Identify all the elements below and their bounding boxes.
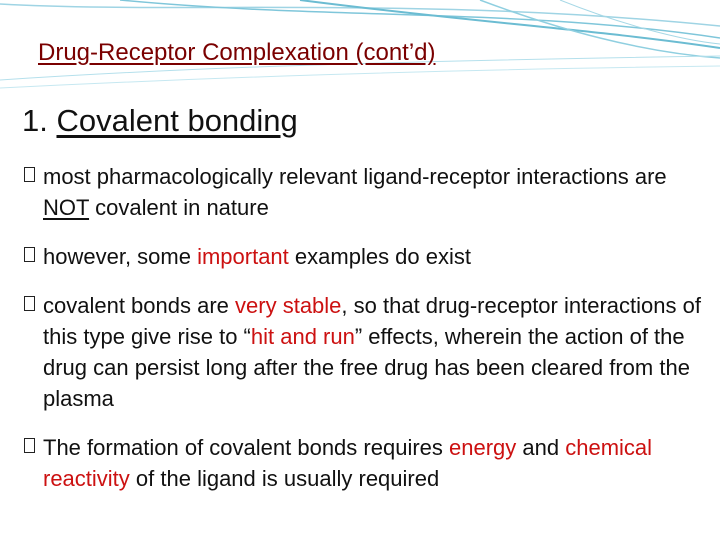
highlight-text: very stable [235,293,342,318]
bullet-text: however, some [43,244,198,269]
bullet-text: covalent bonds are [43,293,236,318]
bullet-item [24,432,704,494]
bullet-box-icon [24,247,35,262]
highlight-text: hit and run [250,324,355,349]
bullet-text: covalent in nature [89,195,269,220]
bullet-list [24,161,704,512]
bullet-text: most pharmacologically relevant ligand-receptor interactions are [43,164,667,189]
bullet-box-icon [24,438,35,453]
highlight-text: energy [449,435,517,460]
bullet-box-icon [24,167,35,182]
section-heading [22,103,298,139]
bullet-text: , so that drug-receptor interactions of this type give rise to “ [43,293,701,349]
bullet-text: of the ligand is usually required [129,466,440,491]
bullet-text: examples do exist [288,244,471,269]
emphasis-underlined: NOT [43,195,90,220]
bullet-item [24,290,704,414]
bullet-item [24,241,704,272]
bullet-item [24,161,704,223]
heading-text: Covalent bonding [56,103,298,138]
highlight-text: important [197,244,289,269]
bullet-text: The formation of covalent bonds requires [43,435,450,460]
bullet-box-icon [24,296,35,311]
slide-title: Drug-Receptor Complexation (cont’d) [38,39,436,66]
highlight-text: chemical reactivity [43,435,653,491]
bullet-text: and [516,435,566,460]
heading-number: 1. [22,103,48,138]
bullet-text: ” effects, wherein the action of the drug can persist long after the free drug has been cleared from the plasma [43,324,690,411]
